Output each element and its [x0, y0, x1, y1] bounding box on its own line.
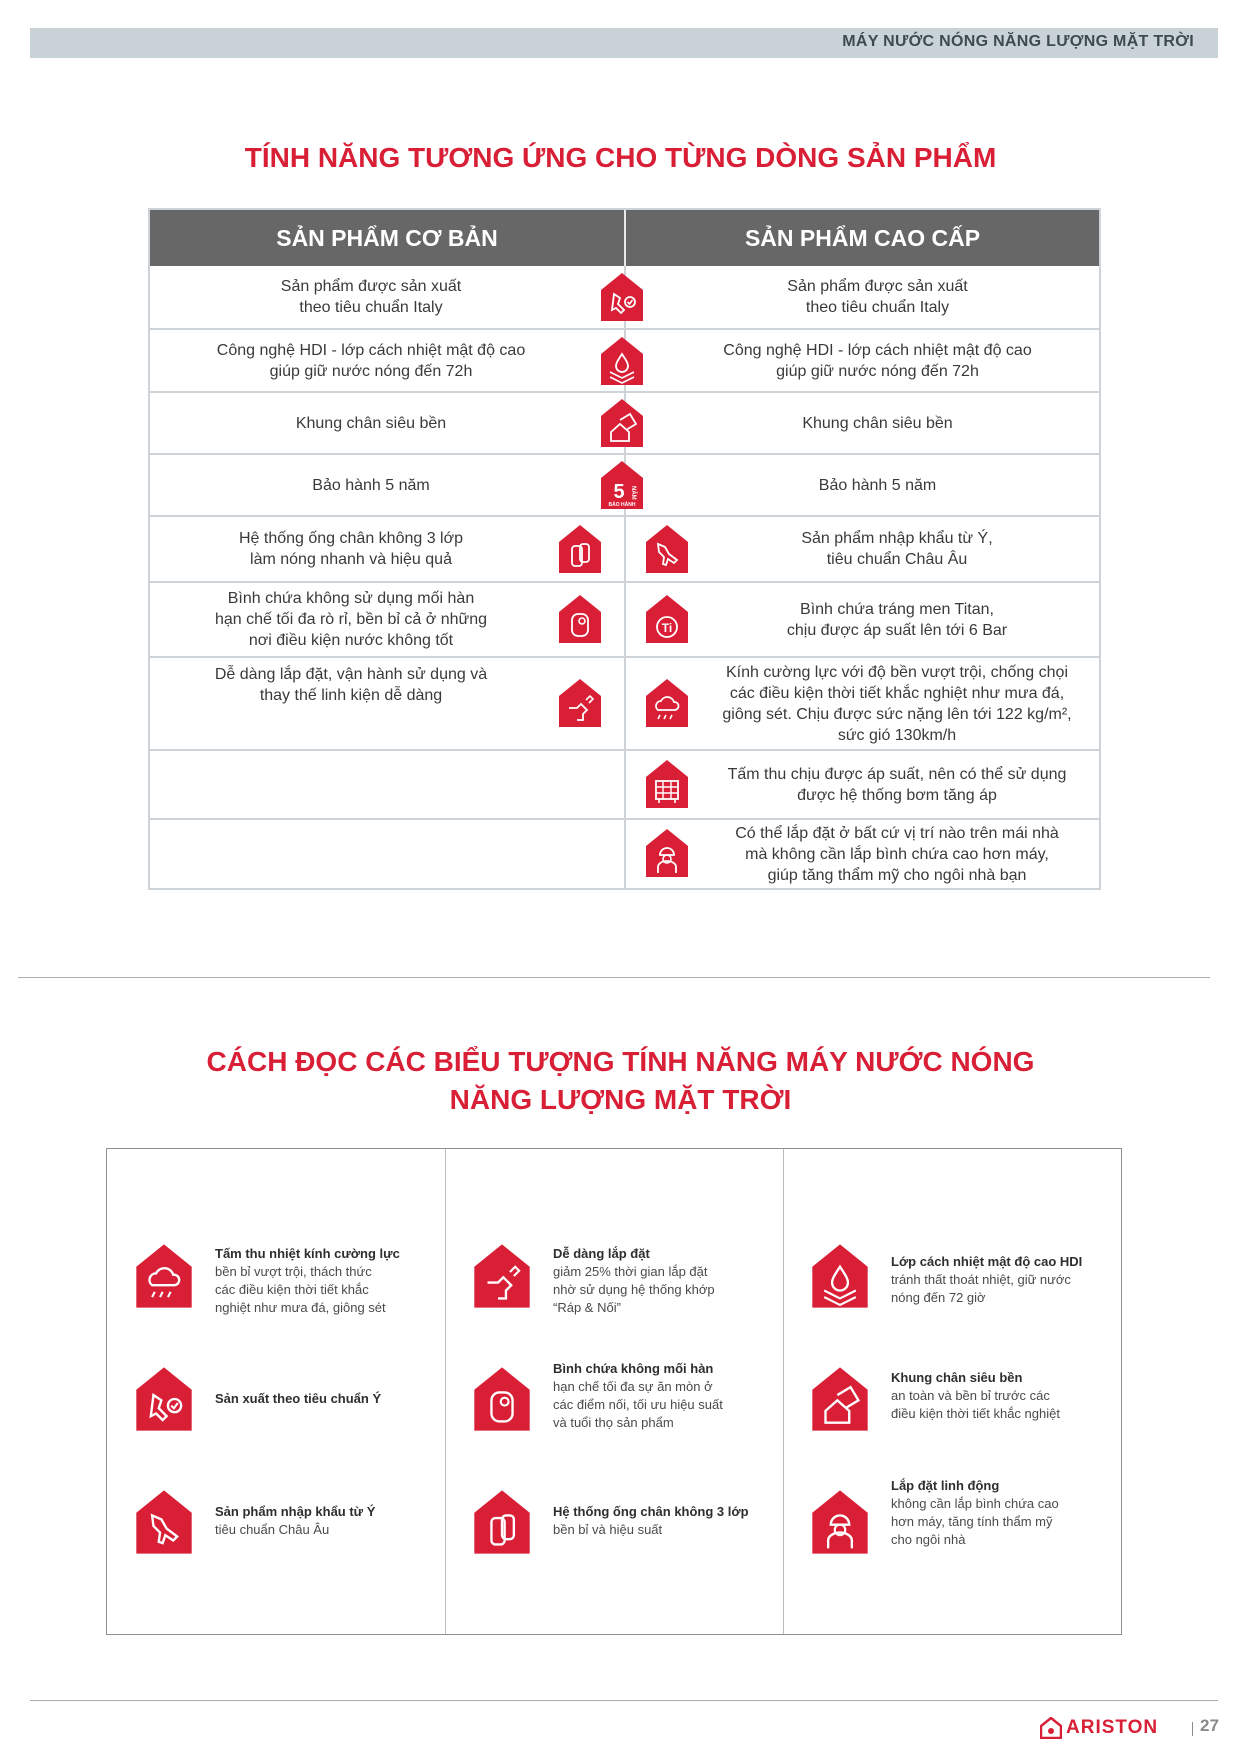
weldless-tank-icon [473, 1366, 531, 1432]
legend-title-line1: CÁCH ĐỌC CÁC BIỂU TƯỢNG TÍNH NĂNG MÁY NƯỚC NÓNG [206, 1046, 1035, 1077]
col-header-basic: SẢN PHẨM CƠ BẢN [150, 210, 624, 266]
legend-item-desc: bền bỉ và hiệu suất [553, 1522, 663, 1537]
row5-basic-text: Hệ thống ống chân không 3 lớp làm nóng nhanh và hiệu quả [239, 530, 463, 568]
row6-premium-text: Bình chứa tráng men Titan, chịu được áp suất lên tới 6 Bar [786, 600, 1008, 639]
vacuum-tube-icon [558, 524, 602, 574]
legend-item-desc: giảm 25% thời gian lắp đặt nhờ sử dụng hệ thống khớp “Ráp & Nối” [553, 1264, 715, 1315]
hdi-insulation-icon [811, 1243, 869, 1309]
row6-basic-text: Bình chứa không sử dụng mối hàn hạn chế tối đa rò rỉ, bền bỉ cả ở những nơi điều kiện nước không tốt [214, 590, 488, 649]
legend-item-desc: tránh thất thoát nhiệt, giữ nước nóng đến 72 giờ [891, 1272, 1071, 1305]
pressure-collector-icon [645, 759, 689, 809]
brand-name: ARISTON [1066, 1717, 1159, 1738]
row7-basic-text: Dễ dàng lắp đặt, vận hành sử dụng và thay thế linh kiện dễ dàng [214, 666, 488, 704]
legend-item-desc: không cần lắp bình chứa cao hơn máy, tăng tính thẩm mỹ cho ngôi nhà [891, 1496, 1059, 1547]
section-title: MÁY NƯỚC NÓNG NĂNG LƯỢNG MẶT TRỜI [842, 33, 1194, 50]
legend-item-title: Khung chân siêu bền [891, 1370, 1023, 1385]
warranty-unit: NĂM [630, 486, 636, 500]
flexible-install-icon [645, 828, 689, 878]
italy-import-icon [135, 1489, 193, 1555]
easy-install-icon [558, 678, 602, 728]
warranty-caption: BẢO HÀNH [608, 502, 636, 508]
italy-import-icon [645, 524, 689, 574]
hdi-insulation-icon [600, 336, 644, 386]
features-title: TÍNH NĂNG TƯƠNG ỨNG CHO TỪNG DÒNG SẢN PHẨM [244, 142, 997, 173]
row2-basic-text: Công nghệ HDI - lớp cách nhiệt mật độ cao giúp giữ nước nóng đến 72h [216, 341, 526, 380]
titanium-enamel-icon [645, 594, 689, 644]
easy-install-icon [473, 1243, 531, 1309]
row1-basic-text: Sản phẩm được sản xuất theo tiêu chuẩn Italy [280, 278, 462, 316]
row9-premium-text: Có thể lắp đặt ở bất cứ vị trí nào trên mái nhà mà không cần lắp bình chứa cao hơn máy, giúp tăng thẩm mỹ cho ngôi nhà bạn [735, 824, 1059, 884]
warranty-5-years-icon [600, 460, 644, 510]
legend-item-title: Dễ dàng lắp đặt [553, 1246, 650, 1261]
legend-item-desc: hạn chế tối đa sự ăn mòn ở các điểm nối, tối ưu hiệu suất và tuổi thọ sản phẩm [553, 1379, 723, 1430]
row3-basic-text: Khung chân siêu bền [295, 414, 447, 432]
italy-standard-icon [600, 272, 644, 322]
durable-frame-icon [600, 398, 644, 448]
weldless-tank-icon [558, 594, 602, 644]
page-number-separator [1192, 1722, 1193, 1736]
legend-item-desc: bền bỉ vượt trội, thách thức các điều kiện thời tiết khắc nghiệt như mưa đá, giông sét [215, 1264, 386, 1315]
legend-item-title: Bình chứa không mối hàn [553, 1361, 714, 1376]
tempered-glass-icon [645, 678, 689, 728]
col-header-premium: SẢN PHẨM CAO CẤP [626, 210, 1099, 266]
footer-line [30, 1700, 1218, 1701]
row8-premium-text: Tấm thu chịu được áp suất, nên có thể sử dụng được hệ thống bơm tăng áp [727, 765, 1067, 804]
legend-item-title: Hệ thống ống chân không 3 lớp [553, 1504, 749, 1519]
legend-item-desc: an toàn và bền bỉ trước các điều kiện thời tiết khắc nghiệt [891, 1388, 1060, 1421]
legend-item-title: Tấm thu nhiệt kính cường lực [215, 1246, 400, 1261]
brand-logo [1040, 1714, 1158, 1742]
legend-item-title: Lớp cách nhiệt mật độ cao HDI [891, 1254, 1083, 1269]
legend-title-line2: NĂNG LƯỢNG MẶT TRỜI [449, 1084, 792, 1115]
row4-premium-text: Bảo hành 5 năm [818, 476, 937, 494]
vacuum-tube-icon [473, 1489, 531, 1555]
durable-frame-icon [811, 1366, 869, 1432]
legend-title [0, 1043, 1241, 1119]
legend-item-title: Lắp đặt linh động [891, 1478, 1000, 1493]
italy-standard-icon [135, 1366, 193, 1432]
row4-basic-text: Bảo hành 5 năm [312, 476, 430, 494]
legend-item-title: Sản xuất theo tiêu chuẩn Ý [215, 1391, 382, 1406]
row3-premium-text: Khung chân siêu bền [802, 414, 953, 432]
titanium-label: Ti [661, 621, 673, 635]
warranty-number: 5 [613, 481, 625, 503]
row2-premium-text: Công nghệ HDI - lớp cách nhiệt mật độ cao giúp giữ nước nóng đến 72h [723, 341, 1032, 380]
section-header-bar [30, 28, 1218, 58]
ariston-house-icon [1040, 1717, 1062, 1739]
row7-premium-text: Kính cường lực với độ bền vượt trội, chống chọi các điều kiện thời tiết khắc nghiệt như mưa đá, giông sét. Chịu được sức nặng lên tới 122 kg/m², sức gió 130km/h [722, 663, 1072, 744]
legend-item-desc: tiêu chuẩn Châu Âu [215, 1522, 330, 1537]
flexible-install-icon [811, 1489, 869, 1555]
icon-legend [106, 1148, 1122, 1635]
legend-column-divider [783, 1149, 784, 1634]
section-divider [18, 977, 1210, 978]
row1-premium-text: Sản phẩm được sản xuất theo tiêu chuẩn Italy [787, 278, 968, 316]
legend-item-title: Sản phẩm nhập khẩu từ Ý [215, 1504, 376, 1519]
page-number: 27 [1200, 1716, 1219, 1735]
tempered-glass-icon [135, 1243, 193, 1309]
row5-premium-text: Sản phẩm nhập khẩu từ Ý, tiêu chuẩn Châu Âu [801, 530, 993, 568]
legend-column-divider [445, 1149, 446, 1634]
feature-comparison-table [148, 208, 1101, 890]
